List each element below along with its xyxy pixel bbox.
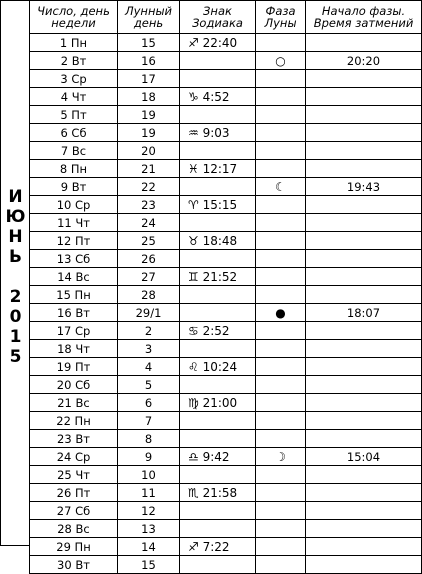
table-row	[30, 484, 422, 502]
lunar-day-cell: 22	[118, 178, 180, 196]
moon-phase-cell	[256, 394, 306, 412]
zodiac-cell	[180, 520, 256, 538]
table-row	[30, 268, 422, 286]
lunar-day-cell: 2	[118, 322, 180, 340]
zodiac-cell	[180, 286, 256, 304]
zodiac-cell: ♉ 18:48	[180, 232, 256, 250]
header-phase-start: Начало фазы. Время затмений	[306, 1, 422, 34]
side-letter: И	[8, 187, 23, 207]
phase-start-cell	[306, 376, 422, 394]
table-row	[30, 34, 422, 52]
table-row	[30, 556, 422, 574]
zodiac-cell	[180, 304, 256, 322]
date-cell: 26 Пт	[30, 484, 118, 502]
table-row	[30, 412, 422, 430]
date-cell: 14 Вс	[30, 268, 118, 286]
moon-phase-cell	[256, 376, 306, 394]
moon-phase-cell	[256, 196, 306, 214]
phase-start-cell	[306, 142, 422, 160]
moon-phase-cell	[256, 88, 306, 106]
moon-phase-cell	[256, 538, 306, 556]
moon-phase-cell: ☽	[256, 448, 306, 466]
header-moon-phase: Фаза Луны	[256, 1, 306, 34]
lunar-day-cell: 19	[118, 124, 180, 142]
phase-start-cell	[306, 520, 422, 538]
side-letter: Ь	[9, 247, 22, 267]
phase-start-cell	[306, 160, 422, 178]
moon-phase-cell	[256, 250, 306, 268]
phase-start-cell	[306, 484, 422, 502]
table-row	[30, 196, 422, 214]
date-cell: 23 Вт	[30, 430, 118, 448]
table-row	[30, 88, 422, 106]
phase-start-cell	[306, 268, 422, 286]
header-date: Число, день недели	[30, 1, 118, 34]
phase-start-cell	[306, 286, 422, 304]
lunar-day-cell: 19	[118, 106, 180, 124]
table-row	[30, 124, 422, 142]
phase-start-cell	[306, 106, 422, 124]
table-row	[30, 250, 422, 268]
table-row	[30, 448, 422, 466]
phase-start-cell	[306, 124, 422, 142]
moon-phase-cell	[256, 520, 306, 538]
table-row	[30, 70, 422, 88]
moon-phase-cell	[256, 142, 306, 160]
table-row	[30, 538, 422, 556]
date-cell: 16 Вт	[30, 304, 118, 322]
moon-phase-cell	[256, 34, 306, 52]
lunar-day-cell: 9	[118, 448, 180, 466]
phase-start-cell	[306, 502, 422, 520]
zodiac-cell: ♒ 9:03	[180, 124, 256, 142]
zodiac-cell	[180, 70, 256, 88]
lunar-day-cell: 3	[118, 340, 180, 358]
date-cell: 15 Пн	[30, 286, 118, 304]
date-cell: 8 Пн	[30, 160, 118, 178]
table-row	[30, 178, 422, 196]
moon-phase-cell	[256, 268, 306, 286]
table-row	[30, 466, 422, 484]
side-letter: 0	[9, 307, 22, 327]
phase-start-cell	[306, 394, 422, 412]
phase-start-cell: 19:43	[306, 178, 422, 196]
date-cell: 24 Ср	[30, 448, 118, 466]
lunar-day-cell: 21	[118, 160, 180, 178]
lunar-day-cell: 16	[118, 52, 180, 70]
table-row	[30, 52, 422, 70]
phase-start-cell	[306, 34, 422, 52]
zodiac-cell: ♐ 22:40	[180, 34, 256, 52]
date-cell: 17 Ср	[30, 322, 118, 340]
header-row	[30, 1, 422, 34]
moon-phase-cell	[256, 232, 306, 250]
phase-start-cell	[306, 556, 422, 574]
table-row	[30, 106, 422, 124]
side-letter: 1	[9, 327, 22, 347]
phase-start-cell	[306, 358, 422, 376]
table-row	[30, 322, 422, 340]
date-cell: 9 Вт	[30, 178, 118, 196]
side-letter: 2	[9, 287, 22, 307]
table-row	[30, 142, 422, 160]
date-cell: 6 Сб	[30, 124, 118, 142]
table-row	[30, 502, 422, 520]
lunar-day-cell: 12	[118, 502, 180, 520]
moon-phase-cell	[256, 430, 306, 448]
phase-start-cell	[306, 430, 422, 448]
lunar-day-cell: 15	[118, 34, 180, 52]
date-cell: 20 Сб	[30, 376, 118, 394]
date-cell: 4 Чт	[30, 88, 118, 106]
phase-start-cell	[306, 88, 422, 106]
table-row	[30, 394, 422, 412]
side-letter: Н	[8, 227, 23, 247]
date-cell: 7 Вс	[30, 142, 118, 160]
phase-start-cell: 20:20	[306, 52, 422, 70]
moon-phase-cell	[256, 358, 306, 376]
date-cell: 13 Сб	[30, 250, 118, 268]
moon-phase-cell	[256, 106, 306, 124]
lunar-day-cell: 15	[118, 556, 180, 574]
zodiac-cell	[180, 340, 256, 358]
moon-phase-cell: ○	[256, 52, 306, 70]
zodiac-cell	[180, 142, 256, 160]
zodiac-cell: ♑ 4:52	[180, 88, 256, 106]
zodiac-cell	[180, 502, 256, 520]
side-letter: 5	[9, 347, 22, 367]
zodiac-cell	[180, 52, 256, 70]
lunar-day-cell: 14	[118, 538, 180, 556]
lunar-day-cell: 20	[118, 142, 180, 160]
month-year-label	[0, 0, 29, 546]
phase-start-cell	[306, 196, 422, 214]
moon-phase-cell	[256, 484, 306, 502]
zodiac-cell: ♍ 21:00	[180, 394, 256, 412]
moon-phase-cell	[256, 466, 306, 484]
phase-start-cell	[306, 412, 422, 430]
lunar-day-cell: 23	[118, 196, 180, 214]
zodiac-cell	[180, 556, 256, 574]
moon-phase-cell: ☾	[256, 178, 306, 196]
moon-phase-cell	[256, 124, 306, 142]
table-row	[30, 286, 422, 304]
moon-phase-cell	[256, 214, 306, 232]
moon-phase-cell	[256, 160, 306, 178]
date-cell: 21 Вс	[30, 394, 118, 412]
date-cell: 2 Вт	[30, 52, 118, 70]
moon-phase-cell	[256, 556, 306, 574]
zodiac-cell: ♊ 21:52	[180, 268, 256, 286]
lunar-day-cell: 5	[118, 376, 180, 394]
date-cell: 19 Пт	[30, 358, 118, 376]
phase-start-cell	[306, 70, 422, 88]
lunar-day-cell: 8	[118, 430, 180, 448]
moon-phase-cell	[256, 286, 306, 304]
lunar-day-cell: 10	[118, 466, 180, 484]
zodiac-cell	[180, 178, 256, 196]
lunar-day-cell: 13	[118, 520, 180, 538]
header-zodiac: Знак Зодиака	[180, 1, 256, 34]
zodiac-cell	[180, 430, 256, 448]
table-row	[30, 520, 422, 538]
date-cell: 10 Ср	[30, 196, 118, 214]
lunar-day-cell: 17	[118, 70, 180, 88]
moon-phase-cell	[256, 322, 306, 340]
date-cell: 11 Чт	[30, 214, 118, 232]
lunar-day-cell: 25	[118, 232, 180, 250]
lunar-day-cell: 24	[118, 214, 180, 232]
zodiac-cell: ♓ 12:17	[180, 160, 256, 178]
moon-phase-cell	[256, 412, 306, 430]
table-row	[30, 376, 422, 394]
date-cell: 12 Пт	[30, 232, 118, 250]
phase-start-cell	[306, 250, 422, 268]
lunar-day-cell: 7	[118, 412, 180, 430]
moon-phase-cell	[256, 502, 306, 520]
zodiac-cell: ♈ 15:15	[180, 196, 256, 214]
table-row	[30, 340, 422, 358]
zodiac-cell: ♌ 10:24	[180, 358, 256, 376]
date-cell: 18 Чт	[30, 340, 118, 358]
lunar-day-cell: 11	[118, 484, 180, 502]
zodiac-cell	[180, 106, 256, 124]
phase-start-cell	[306, 466, 422, 484]
zodiac-cell: ♐ 7:22	[180, 538, 256, 556]
phase-start-cell: 15:04	[306, 448, 422, 466]
zodiac-cell	[180, 466, 256, 484]
lunar-day-cell: 28	[118, 286, 180, 304]
table-row	[30, 232, 422, 250]
zodiac-cell	[180, 250, 256, 268]
phase-start-cell: 18:07	[306, 304, 422, 322]
table-row	[30, 358, 422, 376]
phase-start-cell	[306, 232, 422, 250]
phase-start-cell	[306, 538, 422, 556]
moon-phase-cell	[256, 340, 306, 358]
lunar-calendar-table	[29, 0, 422, 574]
date-cell: 28 Вс	[30, 520, 118, 538]
date-cell: 25 Чт	[30, 466, 118, 484]
lunar-day-cell: 4	[118, 358, 180, 376]
zodiac-cell	[180, 214, 256, 232]
table-row	[30, 214, 422, 232]
table-row	[30, 304, 422, 322]
moon-phase-cell	[256, 70, 306, 88]
date-cell: 22 Пн	[30, 412, 118, 430]
table-row	[30, 160, 422, 178]
table-row	[30, 430, 422, 448]
date-cell: 30 Вт	[30, 556, 118, 574]
side-letter: Ю	[5, 207, 26, 227]
date-cell: 29 Пн	[30, 538, 118, 556]
lunar-day-cell: 29/1	[118, 304, 180, 322]
date-cell: 3 Ср	[30, 70, 118, 88]
zodiac-cell	[180, 412, 256, 430]
zodiac-cell: ♋ 2:52	[180, 322, 256, 340]
zodiac-cell: ♏ 21:58	[180, 484, 256, 502]
zodiac-cell: ♎ 9:42	[180, 448, 256, 466]
date-cell: 1 Пн	[30, 34, 118, 52]
moon-phase-cell: ●	[256, 304, 306, 322]
phase-start-cell	[306, 322, 422, 340]
phase-start-cell	[306, 214, 422, 232]
date-cell: 27 Сб	[30, 502, 118, 520]
header-lunar-day: Лунный день	[118, 1, 180, 34]
lunar-day-cell: 6	[118, 394, 180, 412]
lunar-day-cell: 18	[118, 88, 180, 106]
lunar-day-cell: 26	[118, 250, 180, 268]
zodiac-cell	[180, 376, 256, 394]
date-cell: 5 Пт	[30, 106, 118, 124]
phase-start-cell	[306, 340, 422, 358]
lunar-day-cell: 27	[118, 268, 180, 286]
